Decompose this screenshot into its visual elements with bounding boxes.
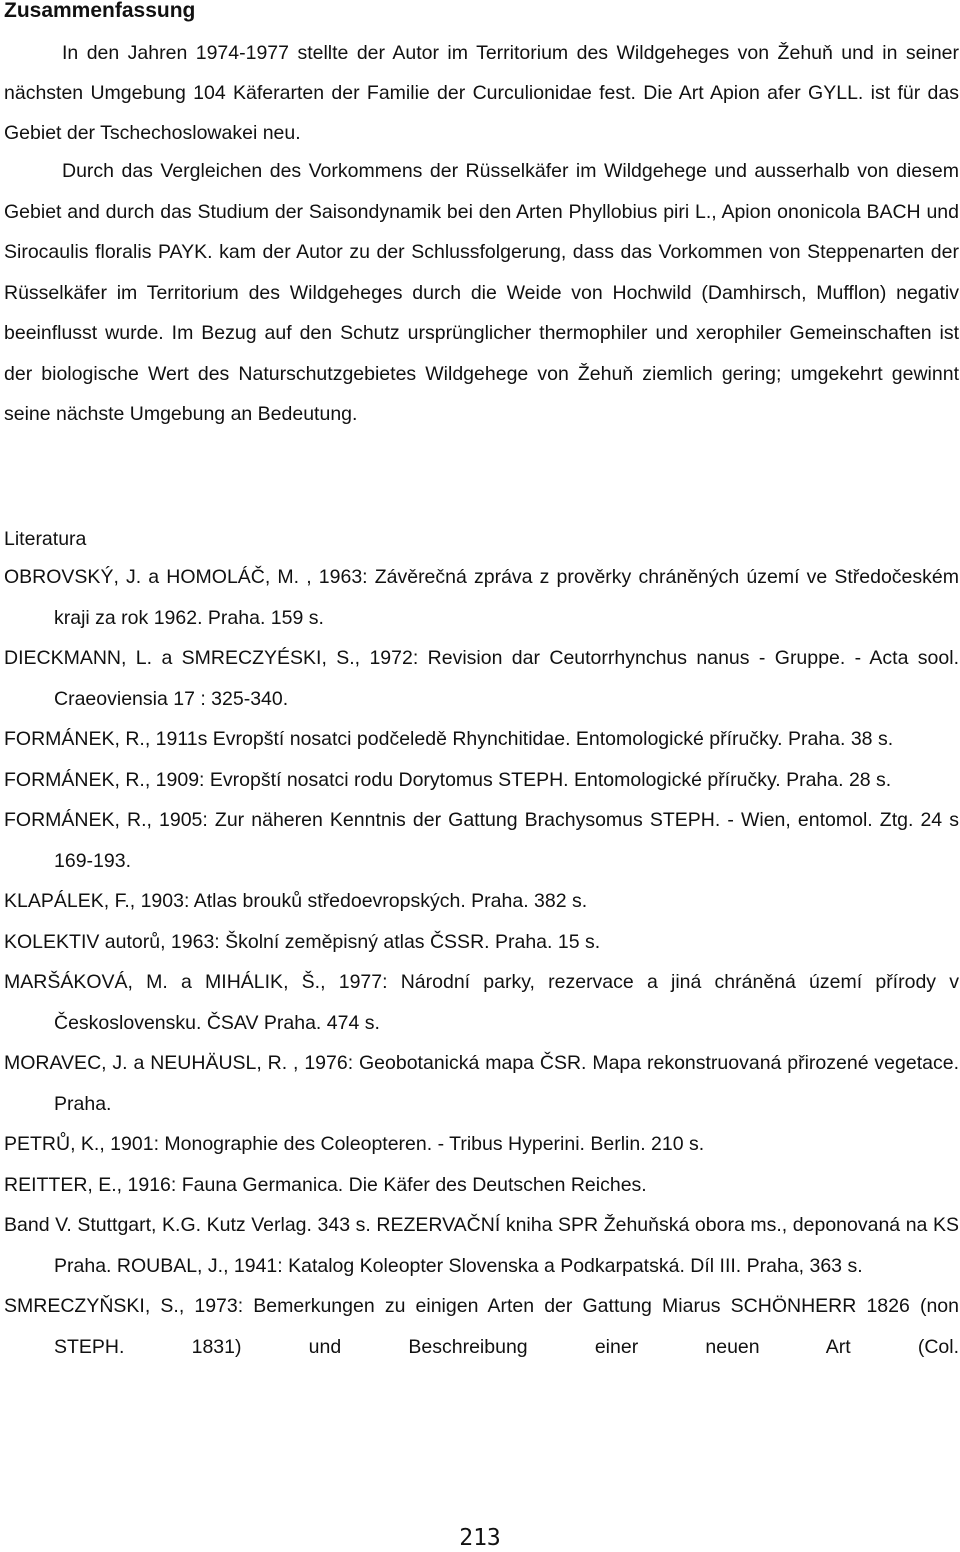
reference-list bbox=[4, 557, 959, 1367]
reference-item: DIECKMANN, L. a SMRECZYÉSKI, S., 1972: Revision dar Ceutorrhynchus nanus - Gruppe. - Acta sool. Craeoviensia 17 : 325-340. bbox=[4, 647, 959, 710]
reference-item: FORMÁNEK, R., 1911s Evropští nosatci podčeledě Rhynchitidae. Entomologické příručky. Praha. 38 s. bbox=[4, 728, 894, 750]
summary-paragraph-1: In den Jahren 1974-1977 stellte der Autor im Territorium des Wildgeheges von Žehuň und in seiner nächsten Umgebung 104 Käferarten der Familie der Curculionidae fest. Die Art Apion afer GYLL. ist für das Gebiet der Tschechoslowakei neu. bbox=[4, 42, 959, 144]
reference-item: Band V. Stuttgart, K.G. Kutz Verlag. 343 s. REZERVAČNÍ kniha SPR Žehuňská obora ms., deponovaná na KS Praha. ROUBAL, J., 1941: Katalog Koleopter Slovenska a Podkarpatská. Díl III. Praha, 363 s. bbox=[4, 1214, 959, 1277]
reference-item: PETRŮ, K., 1901: Monographie des Coleopteren. - Tribus Hyperini. Berlin. 210 s. bbox=[4, 1133, 705, 1155]
section-heading: Zusammenfassung bbox=[4, 0, 196, 22]
reference-item: OBROVSKÝ, J. a HOMOLÁČ, M. , 1963: Závěrečná zpráva z prověrky chráněných území ve Středočeském kraji za rok 1962. Praha. 159 s. bbox=[4, 566, 959, 629]
summary-paragraph-2: Durch das Vergleichen des Vorkommens der Rüsselkäfer im Wildgehege und ausserhalb von diesem Gebiet and durch das Studium der Saisondynamik bei den Arten Phyllobius piri L., Apion ononicola BACH und Sirocaulis floralis PAYK. kam der Autor zu der Schlussfolgerung, dass das Vorkommen von Steppenarten der Rüsselkäfer im Territorium des Wildgeheges durch die Weide von Hochwild (Damhirsch, Mufflon) negativ beeinflusst wurde. Im Bezug auf den Schutz ursprünglicher thermophiler und xerophiler Gemeinschaften ist der biologische Wert des Naturschutzgebietes Wildgehege von Žehuň ziemlich gering; umgekehrt gewinnt seine nächste Umgebung an Bedeutung. bbox=[4, 160, 959, 425]
reference-item: SMRECZYŇSKI, S., 1973: Bemerkungen zu einigen Arten der Gattung Miarus SCHÖNHERR 1826 (non STEPH. 1831) und Beschreibung einer neuen Art (Col. bbox=[4, 1295, 959, 1358]
reference-item: MORAVEC, J. a NEUHÄUSL, R. , 1976: Geobotanická mapa ČSR. Mapa rekonstruovaná přirozené vegetace. Praha. bbox=[4, 1052, 959, 1115]
reference-item: FORMÁNEK, R., 1909: Evropští nosatci rodu Dorytomus STEPH. Entomologické příručky. Praha. 28 s. bbox=[4, 768, 892, 791]
reference-item: KLAPÁLEK, F., 1903: Atlas brouků středoevropských. Praha. 382 s. bbox=[4, 890, 588, 912]
literature-heading: Literatura bbox=[4, 528, 87, 550]
reference-item: MARŠÁKOVÁ, M. a MIHÁLIK, Š., 1977: Národní parky, rezervace a jiná chráněná území přírody v Československu. ČSAV Praha. 474 s. bbox=[4, 971, 959, 1034]
page-number: 213 bbox=[459, 1525, 501, 1551]
reference-item: FORMÁNEK, R., 1905: Zur näheren Kenntnis der Gattung Brachysomus STEPH. - Wien, entomol. Ztg. 24 s 169-193. bbox=[4, 809, 959, 872]
reference-item: KOLEKTIV autorů, 1963: Školní zeměpisný atlas ČSSR. Praha. 15 s. bbox=[4, 930, 601, 953]
reference-item: REITTER, E., 1916: Fauna Germanica. Die Käfer des Deutschen Reiches. bbox=[4, 1173, 647, 1196]
